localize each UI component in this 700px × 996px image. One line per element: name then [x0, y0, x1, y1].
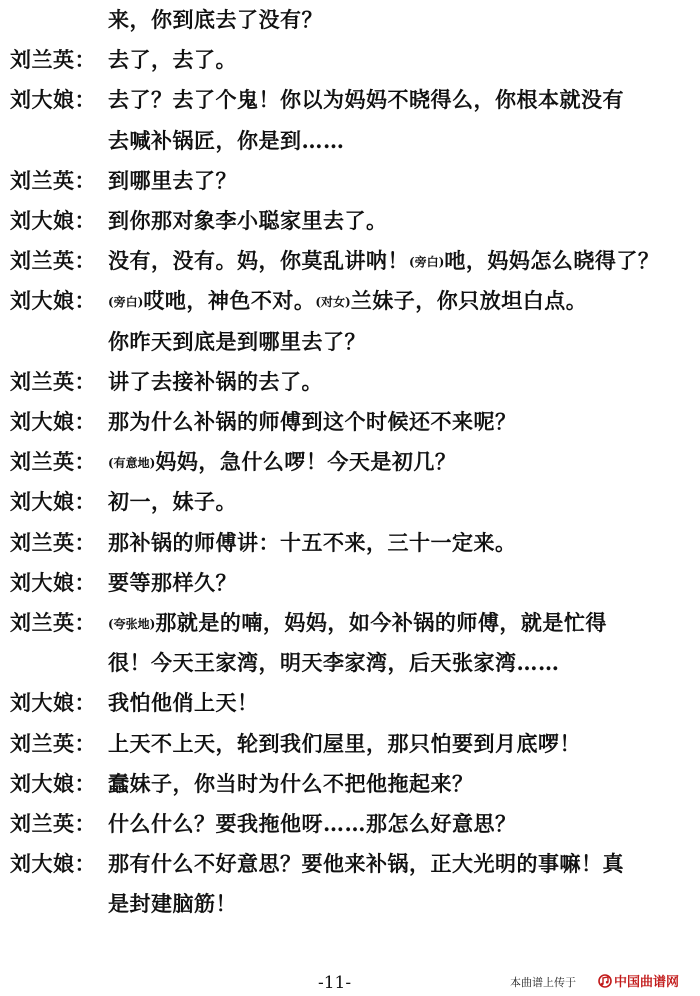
speech-fragment: 什么什么？要我拖他呀……那怎么好意思？ — [108, 811, 517, 836]
speech-fragment: 到哪里去了？ — [108, 167, 237, 193]
speaker-name: 刘大娘： — [10, 770, 96, 796]
speech-text — [108, 362, 323, 402]
dialogue-line — [0, 80, 700, 120]
dialogue-line — [0, 121, 700, 161]
dialogue-line — [0, 603, 700, 643]
speaker-name: 刘大娘： — [10, 851, 96, 877]
speaker-name: 刘兰英： — [10, 167, 96, 193]
speech-text — [108, 603, 607, 644]
speech-fragment: 讲了去接补锅的去了。 — [108, 368, 323, 394]
speech-continuation — [108, 643, 560, 683]
dialogue-line — [0, 683, 700, 723]
speech-fragment: 那补锅的师傅讲：十五不来，三十一定来。 — [108, 529, 517, 555]
speech-fragment: 那为什么补锅的师傅到这个时候还不来呢？ — [108, 409, 517, 434]
dialogue-line — [0, 563, 700, 603]
speech-text — [108, 804, 517, 844]
dialogue-line — [0, 362, 700, 402]
speech-fragment: 去喊补锅匠，你是到…… — [108, 127, 345, 153]
speech-text — [108, 683, 259, 723]
speaker-name: 刘大娘： — [10, 409, 96, 434]
dialogue-line — [0, 40, 700, 80]
speaker-name: 刘大娘： — [10, 569, 96, 595]
speech-fragment: 妈妈，急什么啰！今天是初几？ — [155, 449, 457, 475]
dialogue-line — [0, 884, 700, 924]
speaker-name: 刘大娘： — [10, 208, 96, 233]
speech-fragment: 那就是的喃，妈妈，如今补锅的师傅，就是忙得 — [155, 610, 607, 635]
speaker-name: 刘兰英： — [10, 368, 96, 394]
speech-fragment: 去了？去了个鬼！你以为妈妈不晓得么，你根本就没有 — [108, 87, 624, 113]
speech-fragment: 来，你到底去了没有？ — [108, 7, 323, 32]
speech-text — [108, 40, 237, 80]
stage-direction: (有意地) — [108, 456, 156, 471]
speaker-name: 刘大娘： — [10, 489, 96, 515]
dialogue-line — [0, 402, 700, 442]
speech-text — [108, 764, 474, 804]
speech-fragment: 那有什么不好意思？要他来补锅，正大光明的事嘛！真 — [108, 851, 624, 877]
speech-fragment: 蠢妹子，你当时为什么不把他拖起来？ — [108, 770, 474, 796]
speech-text — [108, 201, 388, 241]
speaker-name: 刘兰英： — [10, 811, 96, 836]
speech-text — [108, 563, 237, 603]
dialogue-line — [0, 724, 700, 764]
dialogue-line — [0, 764, 700, 804]
dialogue-line — [0, 161, 700, 201]
speech-text — [108, 482, 237, 522]
speech-text — [108, 844, 624, 884]
speech-text — [108, 80, 624, 120]
speech-fragment: 吔，妈妈怎么晓得了？ — [444, 248, 660, 274]
speaker-name: 刘大娘： — [10, 87, 96, 113]
speech-fragment: 你昨天到底是到哪里去了？ — [108, 328, 366, 354]
speech-fragment: 很！今天王家湾，明天李家湾，后天张家湾…… — [108, 650, 560, 676]
speech-fragment: 哎吔，神色不对。 — [143, 288, 316, 314]
speech-fragment: 是封建脑筋！ — [108, 891, 237, 917]
speech-fragment: 初一，妹子。 — [108, 489, 237, 515]
dialogue-line — [0, 0, 700, 40]
speech-continuation — [108, 121, 345, 161]
speaker-name: 刘大娘： — [10, 690, 96, 716]
stage-direction: (旁白) — [108, 295, 144, 310]
speech-fragment: 没有，没有。妈，你莫乱讲呐！ — [108, 248, 409, 274]
speaker-name: 刘兰英： — [10, 449, 96, 475]
footer-upload-note: 本曲谱上传于 — [510, 976, 576, 989]
dialogue-line — [0, 281, 700, 321]
speaker-name: 刘大娘： — [10, 288, 96, 314]
speech-text — [108, 281, 587, 322]
speech-fragment: 要等那样久？ — [108, 569, 237, 595]
music-score-logo-icon — [598, 974, 612, 988]
page-number: -11- — [318, 973, 352, 993]
dialogue-line — [0, 804, 700, 844]
dialogue-line — [0, 482, 700, 522]
speech-text — [108, 724, 581, 764]
speaker-name: 刘兰英： — [10, 47, 96, 73]
dialogue-line — [0, 844, 700, 884]
dialogue-line — [0, 442, 700, 482]
dialogue-line — [0, 201, 700, 241]
speech-fragment: 到你那对象李小聪家里去了。 — [108, 208, 388, 233]
stage-direction: (夸张地) — [108, 617, 156, 631]
speaker-name: 刘兰英： — [10, 610, 96, 635]
dialogue-line — [0, 523, 700, 563]
speech-text — [108, 402, 517, 442]
speech-fragment: 上天不上天，轮到我们屋里，那只怕要到月底啰！ — [108, 730, 581, 756]
speech-fragment: 去了，去了。 — [108, 47, 237, 73]
speaker-name: 刘兰英： — [10, 529, 96, 555]
speech-fragment: 兰妹子，你只放坦白点。 — [350, 288, 588, 314]
speech-continuation — [108, 0, 323, 40]
speaker-name: 刘兰英： — [10, 730, 96, 756]
speech-fragment: 我怕他俏上天！ — [108, 690, 259, 716]
dialogue-line — [0, 643, 700, 683]
stage-direction: (对女) — [315, 295, 351, 310]
speech-text — [108, 523, 517, 563]
speech-continuation — [108, 884, 237, 924]
dialogue-line — [0, 322, 700, 362]
speech-text — [108, 161, 237, 201]
speech-continuation — [108, 322, 366, 362]
footer-site-name: 中国曲谱网 — [614, 975, 680, 990]
speech-text — [108, 241, 659, 282]
speech-text — [108, 442, 456, 483]
stage-direction: (旁白) — [409, 255, 445, 270]
dialogue-line — [0, 241, 700, 281]
speaker-name: 刘兰英： — [10, 248, 96, 274]
